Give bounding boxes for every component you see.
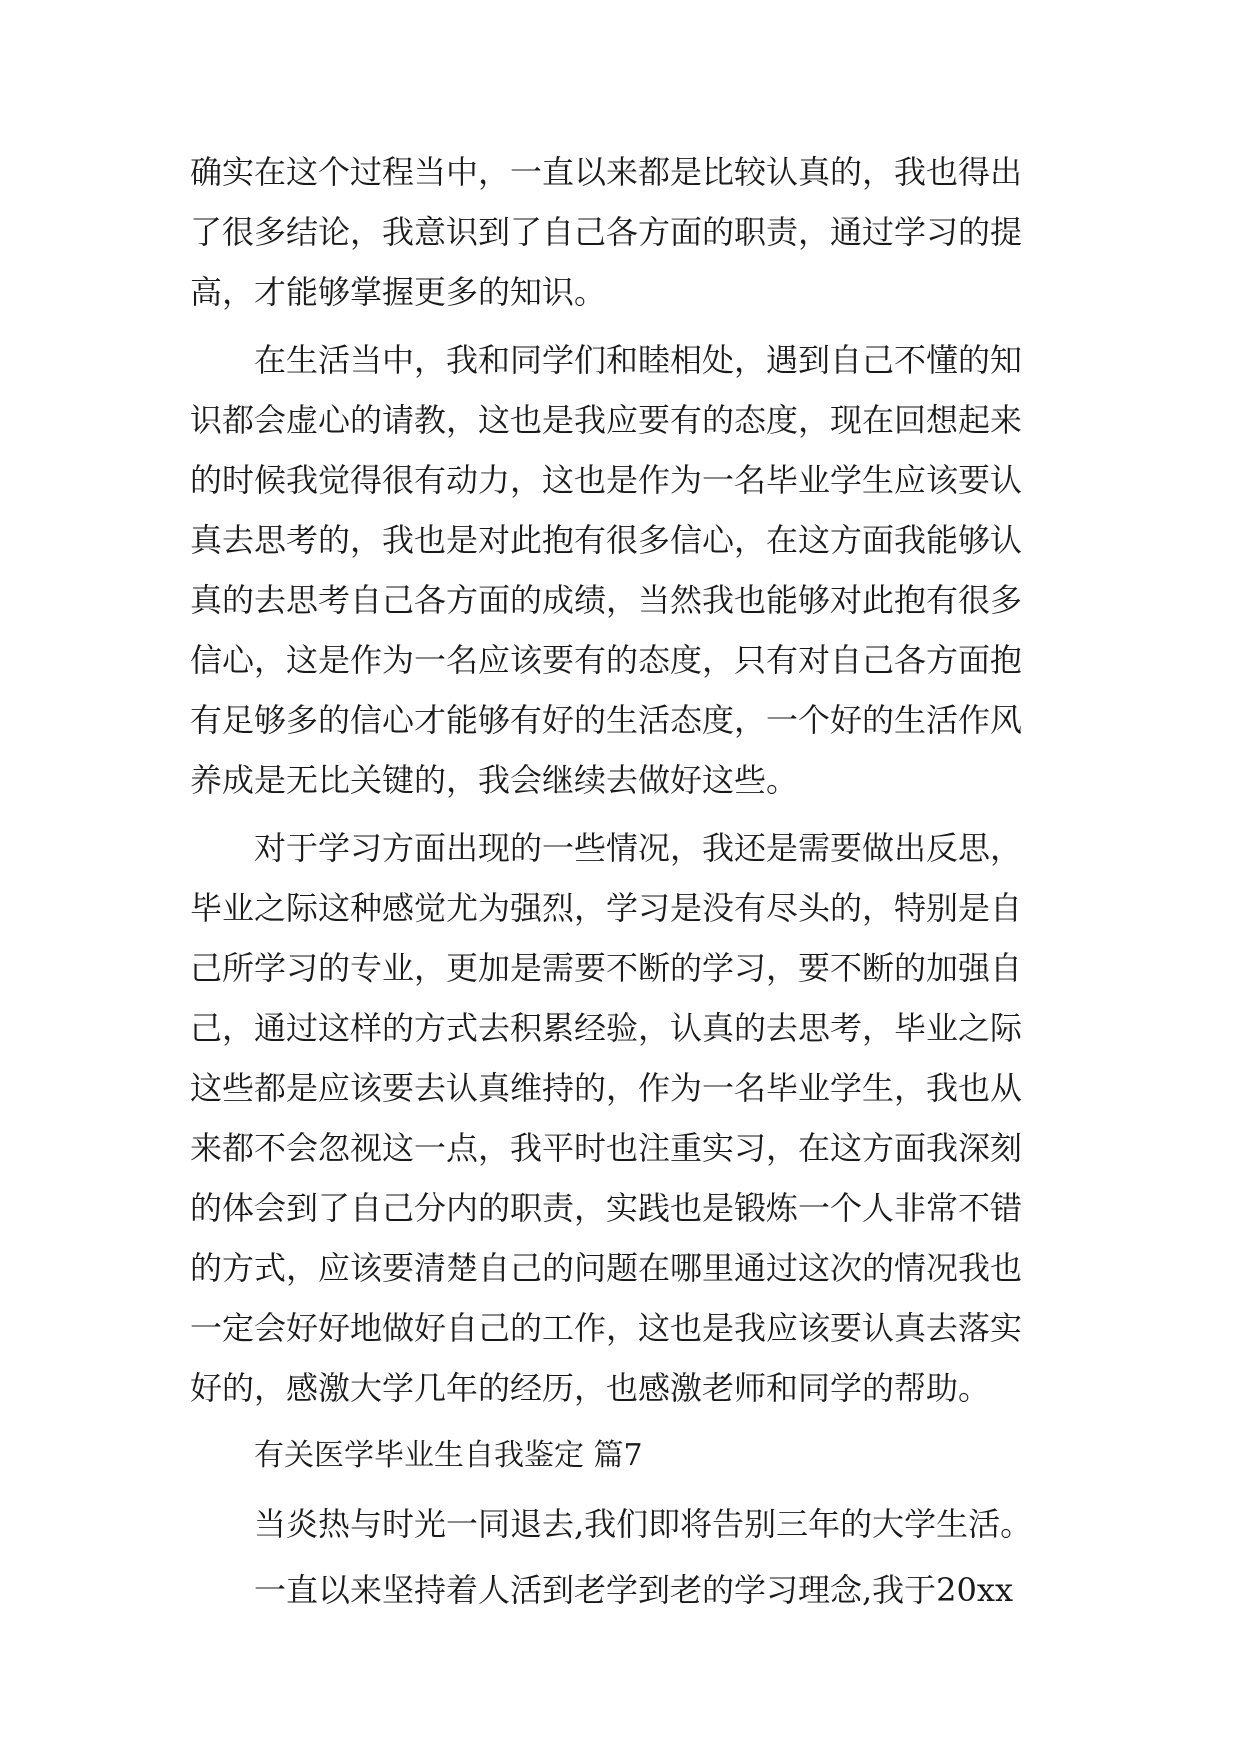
text-line: 了很多结论，我意识到了自己各方面的职责，通过学习的提	[190, 213, 1023, 251]
text-line: 的方式，应该要清楚自己的问题在哪里通过这次的情况我也	[190, 1249, 1023, 1287]
text-line: 真去思考的，我也是对此抱有很多信心，在这方面我能够认	[190, 521, 1023, 559]
text-line: 来都不会忽视这一点，我平时也注重实习，在这方面我深刻	[190, 1129, 1023, 1167]
text-line: 己所学习的专业，更加是需要不断的学习，要不断的加强自	[190, 949, 1023, 987]
text-line: 当炎热与时光一同退去,我们即将告别三年的大学生活。	[254, 1505, 1033, 1543]
section-heading: 有关医学毕业生自我鉴定 篇7	[254, 1438, 643, 1473]
text-line: 己，通过这样的方式去积累经验，认真的去思考，毕业之际	[190, 1009, 1023, 1047]
text-line: 真的去思考自己各方面的成绩，当然我也能够对此抱有很多	[190, 581, 1023, 619]
text-line: 毕业之际这种感觉尤为强烈，学习是没有尽头的，特别是自	[190, 889, 1023, 927]
text-line: 的体会到了自己分内的职责，实践也是锻炼一个人非常不错	[190, 1189, 1023, 1227]
text-line: 一定会好好地做好自己的工作，这也是我应该要认真去落实	[190, 1309, 1023, 1347]
text-line: 有足够多的信心才能够有好的生活态度，一个好的生活作风	[190, 701, 1023, 739]
text-line: 的时候我觉得很有动力，这也是作为一名毕业学生应该要认	[190, 461, 1023, 499]
text-line: 高，才能够掌握更多的知识。	[190, 273, 607, 311]
text-line: 在生活当中，我和同学们和睦相处，遇到自己不懂的知	[254, 341, 1023, 379]
text-line: 好的，感激大学几年的经历，也感激老师和同学的帮助。	[190, 1369, 991, 1407]
text-line: 对于学习方面出现的一些情况，我还是需要做出反思，	[254, 829, 1023, 867]
text-line: 识都会虚心的请教，这也是我应要有的态度，现在回想起来	[190, 401, 1023, 439]
text-line: 确实在这个过程当中，一直以来都是比较认真的，我也得出	[190, 153, 1023, 191]
text-line: 一直以来坚持着人活到老学到老的学习理念,我于20xx	[254, 1571, 1013, 1609]
text-line: 这些都是应该要去认真维持的，作为一名毕业学生，我也从	[190, 1069, 1023, 1107]
text-line: 信心，这是作为一名应该要有的态度，只有对自己各方面抱	[190, 641, 1023, 679]
text-line: 养成是无比关键的，我会继续去做好这些。	[190, 761, 799, 799]
